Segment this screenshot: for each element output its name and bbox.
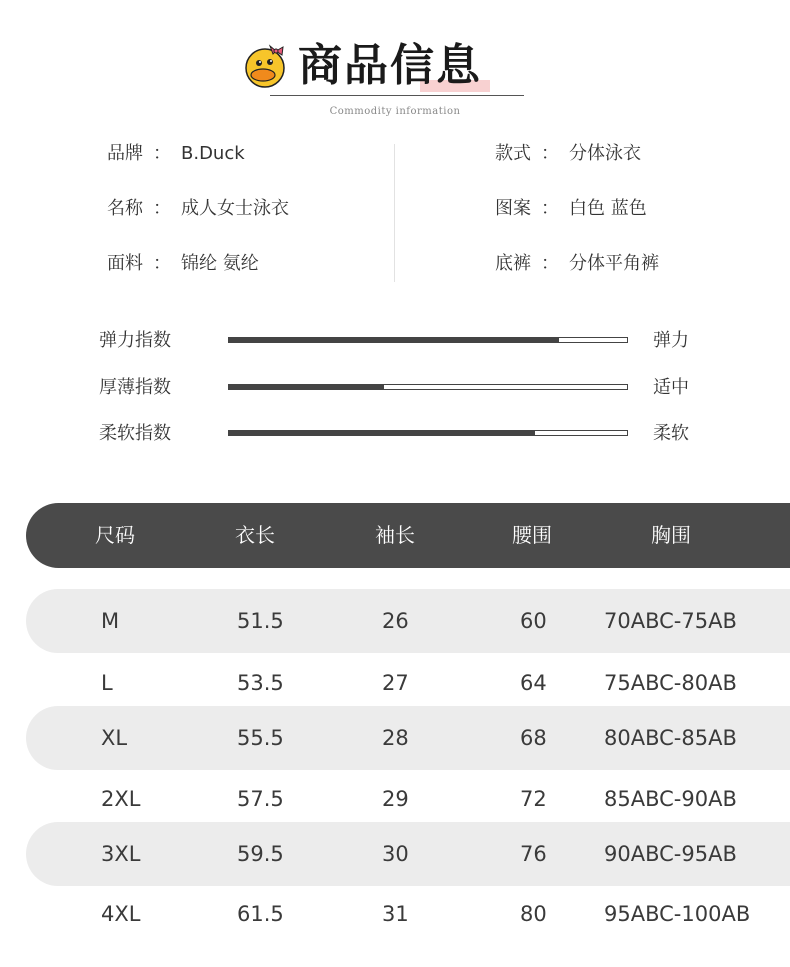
info-fabric	[107, 250, 259, 278]
info-value: 成人女士泳衣	[181, 198, 289, 219]
index-bar-fill	[229, 338, 559, 342]
cell-size: L	[101, 671, 113, 695]
cell-bust: 95ABC-100AB	[604, 902, 751, 926]
cell-waist: 60	[520, 609, 547, 633]
table-row	[26, 822, 790, 886]
index-label: 厚薄指数	[99, 377, 171, 398]
info-separator: ：	[541, 198, 559, 219]
cell-length: 57.5	[237, 787, 284, 811]
cell-size: XL	[101, 726, 128, 750]
column-header-length: 衣长	[235, 523, 275, 547]
info-bottoms	[495, 250, 659, 278]
cell-sleeve: 30	[382, 842, 409, 866]
index-bar	[228, 337, 628, 343]
index-bar-fill	[229, 385, 384, 389]
cell-size: 4XL	[101, 902, 141, 926]
title-underline	[270, 95, 524, 96]
info-value: 白色 蓝色	[569, 198, 647, 219]
index-value: 柔软	[653, 423, 689, 444]
cell-waist: 64	[520, 671, 547, 695]
info-label: 品牌	[107, 143, 143, 164]
info-separator: ：	[541, 253, 559, 274]
cell-size: 2XL	[101, 787, 141, 811]
size-table-header	[26, 503, 790, 568]
info-label: 面料	[107, 253, 143, 274]
index-bar-fill	[229, 431, 535, 435]
cell-waist: 76	[520, 842, 547, 866]
info-value: B.Duck	[181, 143, 245, 164]
cell-length: 55.5	[237, 726, 284, 750]
cell-waist: 68	[520, 726, 547, 750]
info-divider	[394, 144, 395, 282]
cell-length: 53.5	[237, 671, 284, 695]
index-elasticity	[0, 322, 790, 358]
cell-bust: 85ABC-90AB	[604, 787, 737, 811]
table-row	[26, 589, 790, 653]
cell-sleeve: 26	[382, 609, 409, 633]
cell-length: 59.5	[237, 842, 284, 866]
cell-length: 61.5	[237, 902, 284, 926]
info-name	[107, 195, 289, 223]
index-value: 弹力	[653, 330, 689, 351]
product-info	[0, 140, 790, 290]
index-label: 柔软指数	[99, 423, 171, 444]
info-brand	[107, 140, 245, 168]
cell-sleeve: 29	[382, 787, 409, 811]
cell-length: 51.5	[237, 609, 284, 633]
info-separator: ：	[153, 253, 171, 274]
info-pattern	[495, 195, 647, 223]
info-label: 款式	[495, 143, 531, 164]
column-header-waist: 腰围	[512, 523, 552, 547]
cell-bust: 70ABC-75AB	[604, 609, 737, 633]
index-thickness	[0, 369, 790, 405]
cell-waist: 80	[520, 902, 547, 926]
info-value: 分体平角裤	[569, 253, 659, 274]
cell-bust: 80ABC-85AB	[604, 726, 737, 750]
cell-bust: 75ABC-80AB	[604, 671, 737, 695]
cell-size: M	[101, 609, 120, 633]
info-label: 图案	[495, 198, 531, 219]
column-header-bust: 胸围	[651, 523, 691, 547]
cell-waist: 72	[520, 787, 547, 811]
table-row	[26, 706, 790, 770]
cell-size: 3XL	[101, 842, 141, 866]
info-value: 分体泳衣	[569, 143, 641, 164]
index-value: 适中	[653, 377, 689, 398]
cell-sleeve: 31	[382, 902, 409, 926]
column-header-size: 尺码	[95, 523, 135, 547]
cell-sleeve: 27	[382, 671, 409, 695]
cell-sleeve: 28	[382, 726, 409, 750]
info-label: 名称	[107, 198, 143, 219]
info-style	[495, 140, 641, 168]
page-title: 商品信息	[298, 40, 482, 91]
page-subtitle: Commodity information	[329, 106, 461, 117]
info-separator: ：	[153, 198, 171, 219]
column-header-sleeve: 袖长	[375, 523, 415, 547]
info-separator: ：	[541, 143, 559, 164]
info-value: 锦纶 氨纶	[181, 253, 259, 274]
page-header	[0, 30, 790, 130]
info-separator: ：	[153, 143, 171, 164]
index-softness	[0, 415, 790, 451]
index-bar	[228, 430, 628, 436]
duck-mascot-icon	[243, 42, 291, 90]
table-row	[26, 882, 790, 946]
cell-bust: 90ABC-95AB	[604, 842, 737, 866]
info-label: 底裤	[495, 253, 531, 274]
index-bar	[228, 384, 628, 390]
index-label: 弹力指数	[99, 330, 171, 351]
